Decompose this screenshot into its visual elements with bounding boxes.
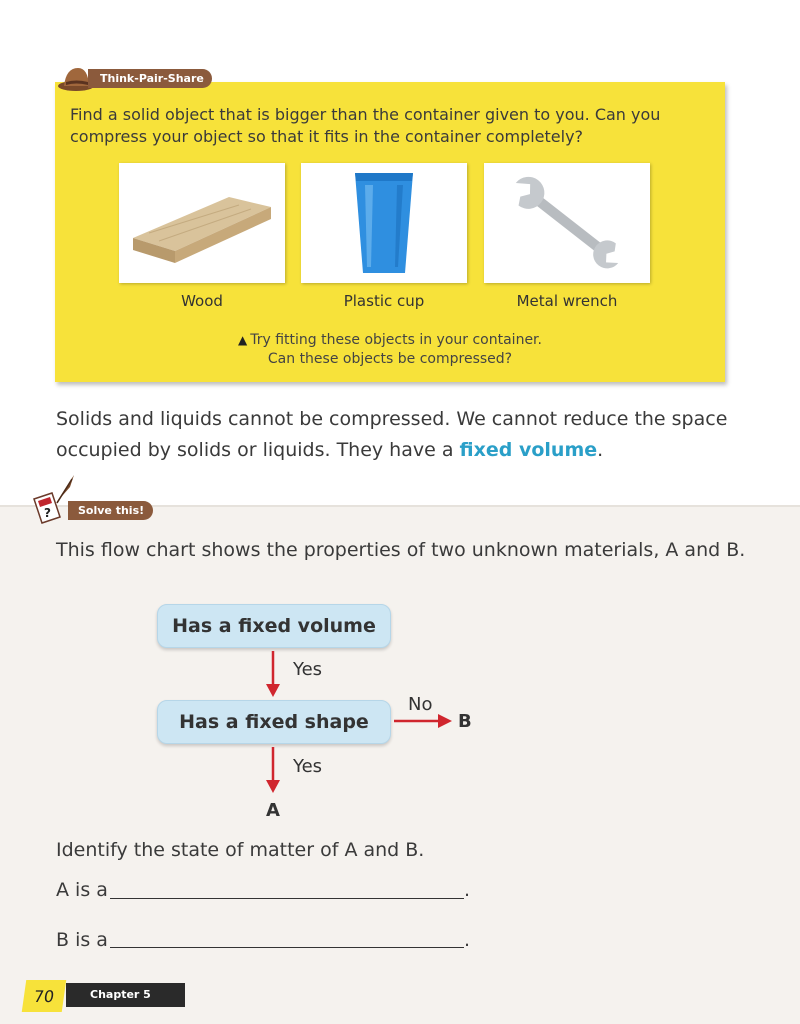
answer-a-label: A is a: [56, 879, 108, 901]
question-text: Identify the state of matter of A and B.: [56, 839, 425, 861]
yes-label-2: Yes: [293, 756, 323, 777]
arrow-yes-1: [266, 651, 280, 697]
flowchart-intro: This flow chart shows the properties of two unknown materials, A and B.: [56, 539, 746, 561]
think-pair-share-tag: Think-Pair-Share: [88, 69, 212, 88]
think-pair-share-prompt: Find a solid object that is bigger than the container given to you. Can you compress your object so that it fits in the container completely?: [70, 105, 661, 146]
arrow-yes-2: [266, 747, 280, 793]
flow-box-fixed-shape: Has a fixed shape: [157, 700, 391, 744]
paragraph-text: Solids and liquids cannot be compressed. We cannot reduce the space occupied by solids or liquids. They have a: [56, 408, 728, 461]
answer-a-blank[interactable]: [110, 898, 464, 899]
chapter-label: Chapter 5: [66, 983, 185, 1007]
page-number: 70: [22, 980, 66, 1012]
answer-a-period: .: [464, 879, 471, 901]
metal-wrench-label: Metal wrench: [516, 292, 618, 310]
flow-box-fixed-volume: Has a fixed volume: [157, 604, 391, 648]
no-label: No: [408, 694, 433, 715]
paragraph-end: .: [597, 439, 604, 461]
plastic-cup-label: Plastic cup: [343, 292, 425, 310]
solve-this-tag: Solve this!: [68, 501, 153, 520]
triangle-pointer-icon: ▲: [238, 333, 248, 347]
caption-line-1: Try fitting these objects in your container.: [250, 332, 542, 348]
wood-label: Wood: [181, 292, 223, 310]
svg-text:?: ?: [44, 506, 51, 520]
answer-b-label: B is a: [56, 929, 108, 951]
caption-line-2: Can these objects be compressed?: [267, 351, 513, 367]
arrow-no: [394, 714, 452, 728]
answer-b-blank[interactable]: [110, 947, 464, 948]
yes-label-1: Yes: [293, 659, 323, 680]
keyword-fixed-volume: fixed volume: [459, 439, 598, 461]
result-a: A: [266, 800, 280, 821]
answer-b-period: .: [464, 929, 471, 951]
result-b: B: [458, 711, 472, 732]
